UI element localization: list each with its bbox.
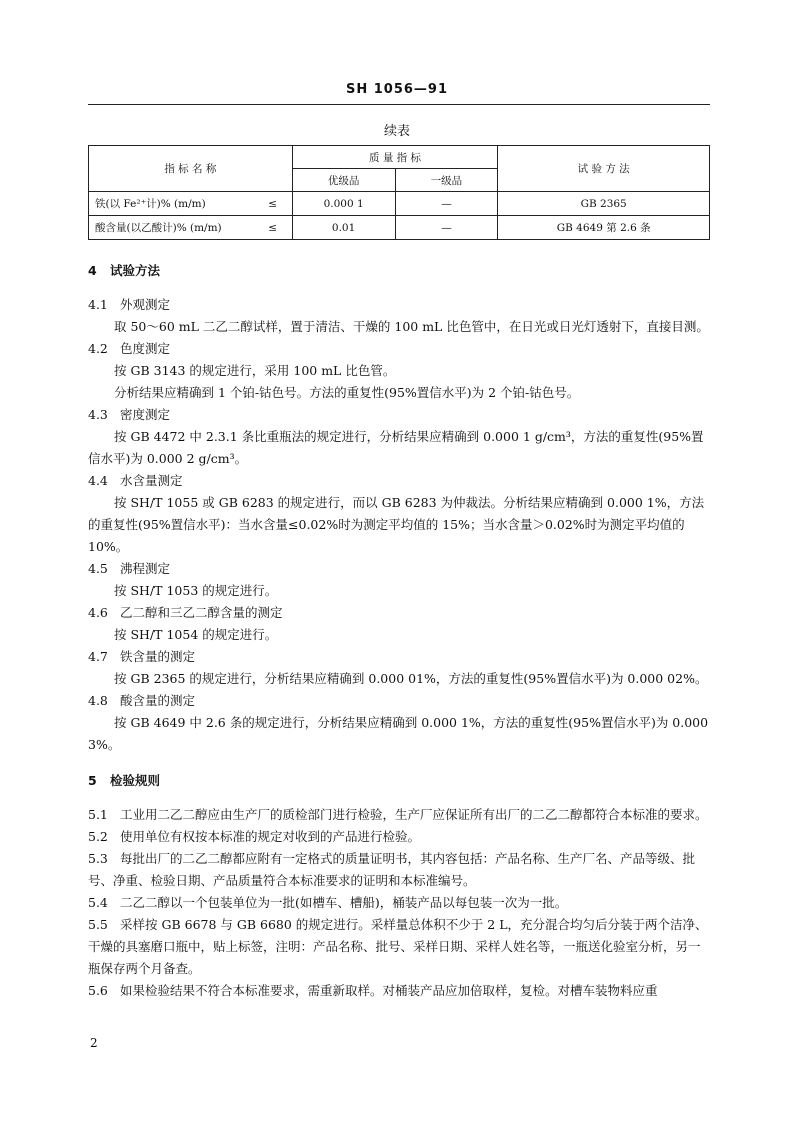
clause-number: 5.6: [88, 983, 108, 998]
subsection-number: 4.4: [88, 473, 108, 488]
page-number: 2: [90, 1036, 98, 1050]
subsection-heading: [88, 602, 710, 624]
table-row: [89, 216, 710, 240]
paragraph: 按 SH/T 1055 或 GB 6283 的规定进行，而以 GB 6283 为仲裁法。分析结果应精确到 0.000 1%，方法的重复性(95%置信水平)：当水含量≤0.02%时为测定平均值的 15%；当水含量＞0.02%时为测定平均值的 10%。: [88, 495, 705, 554]
clause-text: 如果检验结果不符合本标准要求，需重新取样。对桶装产品应加倍取样，复检。对槽车装物料应重: [120, 983, 658, 998]
clause-number: 5.5: [88, 917, 108, 932]
clause-number: 5.2: [88, 829, 108, 844]
clause: [88, 892, 710, 914]
header-method: 试 验 方 法: [498, 146, 710, 192]
subsection-title: 色度测定: [120, 341, 171, 356]
table-title: 续表: [383, 124, 410, 139]
section-heading: [88, 260, 710, 282]
clause: [88, 826, 710, 848]
subsection-number: 4.8: [88, 693, 108, 708]
paragraph: 按 GB 3143 的规定进行，采用 100 mL 比色管。: [114, 363, 396, 378]
row-first: —: [395, 216, 498, 240]
subsection-heading: [88, 470, 710, 492]
clause: [88, 914, 710, 980]
row-symbol: ≤: [264, 192, 292, 216]
subsection-heading: [88, 338, 710, 360]
clause: [88, 804, 710, 826]
clause-text: 工业用二乙二醇应由生产厂的质检部门进行检验，生产厂应保证所有出厂的二乙二醇都符合本标准的要求。: [120, 807, 708, 822]
row-superior: 0.000 1: [292, 192, 395, 216]
subsection-heading: [88, 646, 710, 668]
subsection-number: 4.2: [88, 341, 108, 356]
section-heading: [88, 770, 710, 792]
paragraph: 按 SH/T 1054 的规定进行。: [114, 627, 278, 642]
subsection-title: 密度测定: [120, 407, 171, 422]
row-symbol: ≤: [264, 216, 292, 240]
subsection-number: 4.7: [88, 649, 108, 664]
clause-number: 5.1: [88, 807, 108, 822]
section-number: 4: [88, 263, 97, 278]
row-superior: 0.01: [292, 216, 395, 240]
document-header: SH 1056—91: [345, 82, 449, 97]
subsection-heading: [88, 294, 710, 316]
subsection-title: 水含量测定: [120, 473, 183, 488]
clause: [88, 848, 710, 892]
header-item-name: 指 标 名 称: [89, 146, 293, 192]
clause-number: 5.3: [88, 851, 108, 866]
row-first: —: [395, 192, 498, 216]
subsection-title: 乙二醇和三乙二醇含量的测定: [120, 605, 283, 620]
subsection-heading: [88, 690, 710, 712]
paragraph: 按 GB 2365 的规定进行，分析结果应精确到 0.000 01%，方法的重复性(95%置信水平)为 0.000 02%。: [114, 671, 708, 686]
clause-text: 二乙二醇以一个包装单位为一批(如槽车、槽船)，桶装产品以每包装一次为一批。: [120, 895, 568, 910]
section-number: 5: [88, 773, 97, 788]
header-quality: 质 量 指 标: [292, 146, 498, 169]
row-method: GB 4649 第 2.6 条: [498, 216, 710, 240]
subsection-title: 铁含量的测定: [120, 649, 196, 664]
clause-number: 5.4: [88, 895, 108, 910]
table-row: [89, 192, 710, 216]
section-title: 检验规则: [110, 773, 161, 788]
subsection-title: 外观测定: [120, 297, 171, 312]
clause: [88, 980, 710, 1002]
paragraph: 按 SH/T 1053 的规定进行。: [114, 583, 278, 598]
subsection-number: 4.6: [88, 605, 108, 620]
clause-text: 使用单位有权按本标准的规定对收到的产品进行检验。: [120, 829, 421, 844]
clause-text: 采样按 GB 6678 与 GB 6680 的规定进行。采样量总体积不少于 2 L，充分混合均匀后分装于两个洁净、干燥的具塞磨口瓶中，贴上标签，注明：产品名称、批号、采样日期、采样人姓名等，一瓶送化验室分析，另一瓶保存两个月备查。: [88, 917, 708, 976]
subsection-heading: [88, 558, 710, 580]
document-body: [88, 258, 710, 1002]
row-method: GB 2365: [498, 192, 710, 216]
subsection-title: 酸含量的测定: [120, 693, 196, 708]
subsection-title: 沸程测定: [120, 561, 171, 576]
paragraph: 按 GB 4472 中 2.3.1 条比重瓶法的规定进行，分析结果应精确到 0.000 1 g/cm³，方法的重复性(95%置信水平)为 0.000 2 g/cm³。: [88, 429, 704, 466]
row-name: 铁(以 Fe²⁺计)% (m/m): [89, 192, 265, 216]
subsection-number: 4.5: [88, 561, 108, 576]
paragraph: 分析结果应精确到 1 个铂-钴色号。方法的重复性(95%置信水平)为 2 个铂-钴色号。: [114, 385, 580, 400]
clause-text: 每批出厂的二乙二醇都应附有一定格式的质量证明书，其内容包括：产品名称、生产厂名、产品等级、批号、净重、检验日期、产品质量符合本标准要求的证明和本标准编号。: [88, 851, 696, 888]
header-grade-superior: 优级品: [292, 169, 395, 192]
paragraph: 按 GB 4649 中 2.6 条的规定进行，分析结果应精确到 0.000 1%，方法的重复性(95%置信水平)为 0.000 3%。: [88, 715, 709, 752]
subsection-heading: [88, 404, 710, 426]
row-name: 酸含量(以乙酸计)% (m/m): [89, 216, 265, 240]
paragraph: 取 50～60 mL 二乙二醇试样，置于清洁、干燥的 100 mL 比色管中，在日光或日光灯透射下，直接目测。: [114, 319, 709, 334]
subsection-number: 4.1: [88, 297, 108, 312]
section-title: 试验方法: [110, 263, 161, 278]
header-rule: [88, 104, 710, 105]
subsection-number: 4.3: [88, 407, 108, 422]
header-grade-first: 一级品: [395, 169, 498, 192]
spec-table: [88, 145, 710, 240]
